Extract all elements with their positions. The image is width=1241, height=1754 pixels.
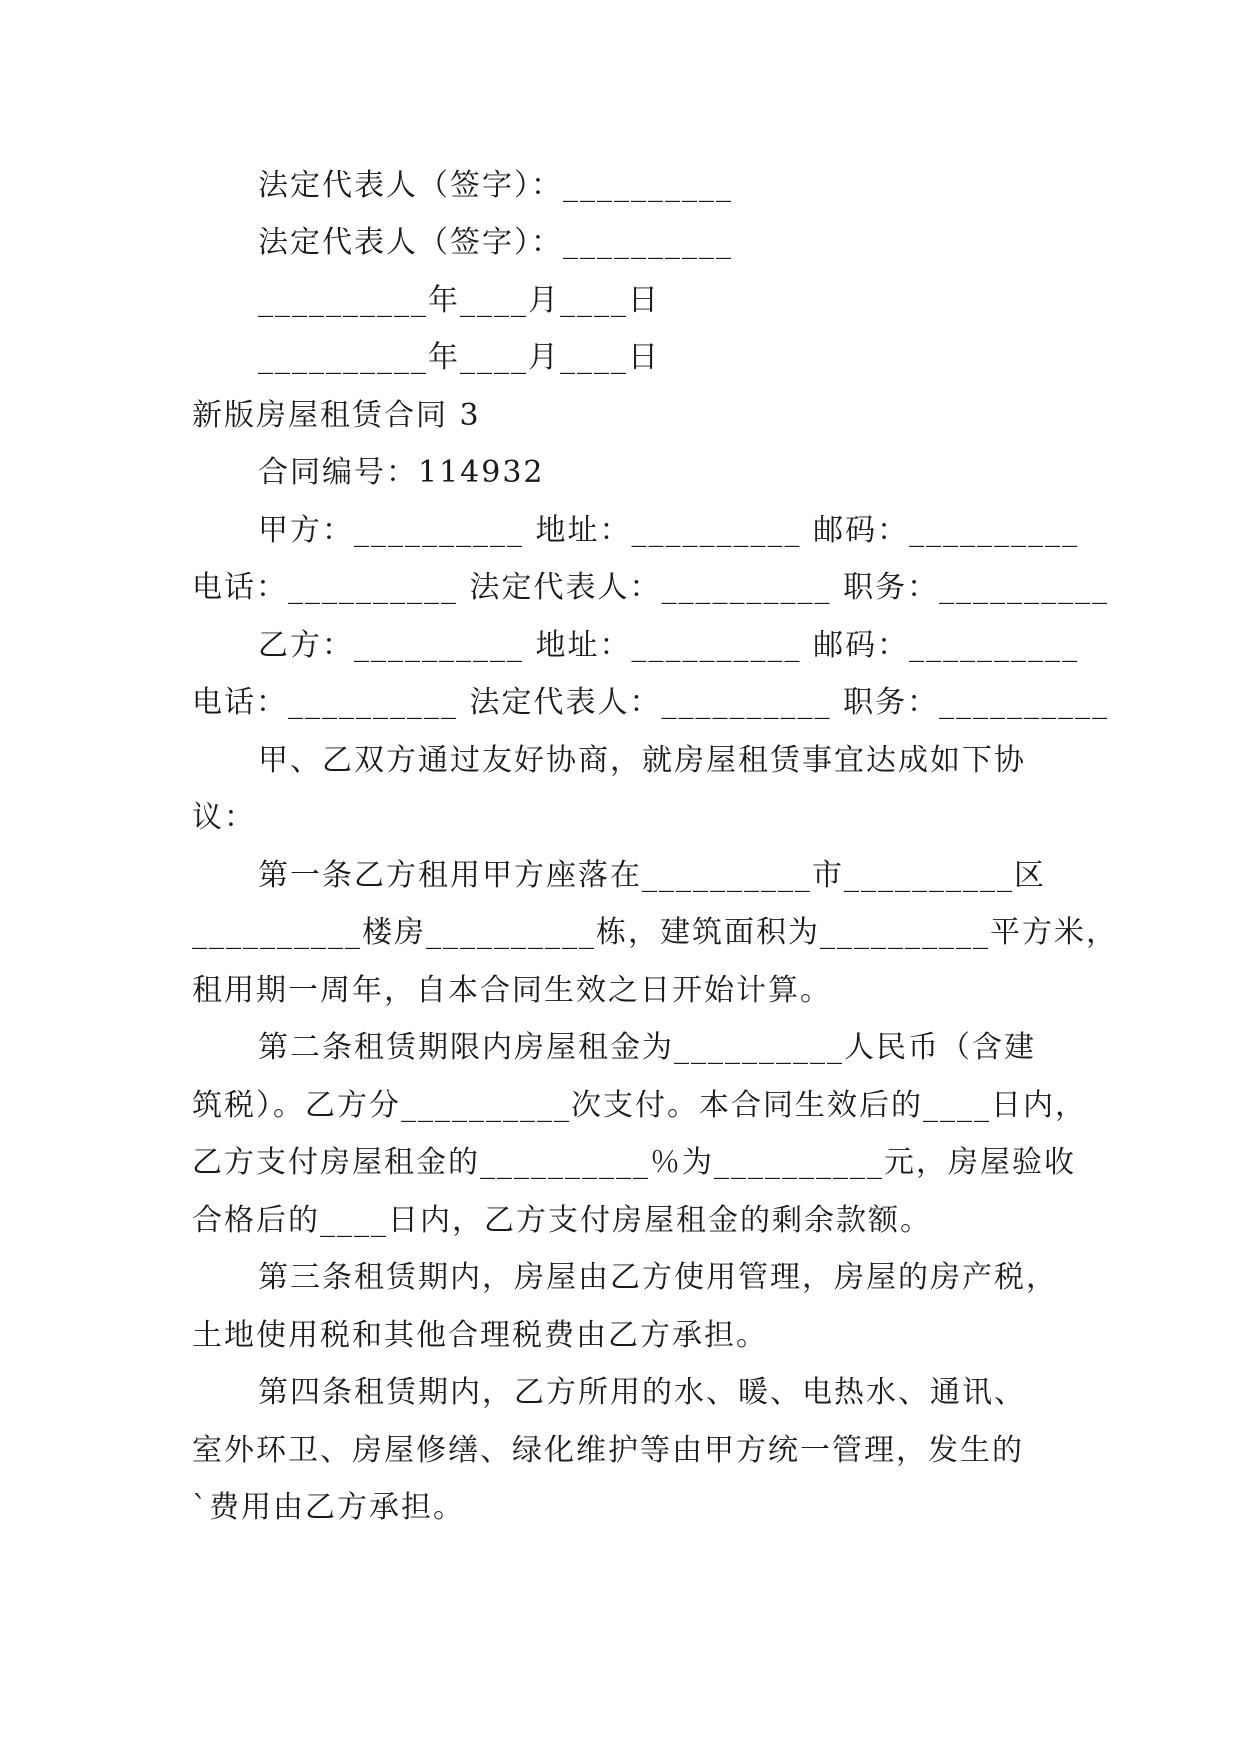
document-title: 新版房屋租赁合同 3 (192, 398, 481, 433)
signature-line-1: 法定代表人（签字）：__________ (258, 168, 733, 203)
article-1-line-1: 第一条乙方租用甲方座落在__________市__________区 (258, 858, 1046, 893)
party-a-info: 甲方：__________ 地址：__________ 邮码：__________ (258, 513, 1080, 548)
article-4-line-1: 第四条租赁期内，乙方所用的水、暖、电热水、通讯、 (258, 1375, 1026, 1410)
contract-number: 合同编号：114932 (258, 455, 545, 490)
article-4-line-2: 室外环卫、房屋修缮、绿化维护等由甲方统一管理，发生的 (192, 1433, 1024, 1468)
party-b-contact: 电话：__________ 法定代表人：__________ 职务：__________ (192, 685, 1110, 720)
article-3-line-2: 土地使用税和其他合理税费由乙方承担。 (192, 1318, 768, 1353)
article-1-line-3: 租用期一周年，自本合同生效之日开始计算。 (192, 973, 832, 1008)
article-2-line-1: 第二条租赁期限内房屋租金为__________人民币（含建 (258, 1030, 1036, 1065)
party-b-info: 乙方：__________ 地址：__________ 邮码：__________ (258, 628, 1080, 663)
agreement-intro-cont: 议： (192, 800, 256, 835)
article-2-line-2: 筑税）。乙方分__________次支付。本合同生效后的____日内， (192, 1088, 1087, 1123)
signature-line-2: 法定代表人（签字）：__________ (258, 225, 733, 260)
article-3-line-1: 第三条租赁期内，房屋由乙方使用管理，房屋的房产税， (258, 1260, 1058, 1295)
article-1-line-2: __________楼房__________栋，建筑面积为__________平方米， (192, 915, 1118, 950)
article-2-line-3: 乙方支付房屋租金的__________％为__________元，房屋验收 (192, 1145, 1076, 1180)
date-line-1: __________年____月____日 (258, 283, 660, 318)
article-4-line-3: `费用由乙方承担。 (192, 1490, 465, 1525)
party-a-contact: 电话：__________ 法定代表人：__________ 职务：__________ (192, 570, 1110, 605)
article-2-line-4: 合格后的____日内，乙方支付房屋租金的剩余款额。 (192, 1203, 932, 1238)
agreement-intro: 甲、乙双方通过友好协商，就房屋租赁事宜达成如下协 (258, 743, 1026, 778)
date-line-2: __________年____月____日 (258, 340, 660, 375)
